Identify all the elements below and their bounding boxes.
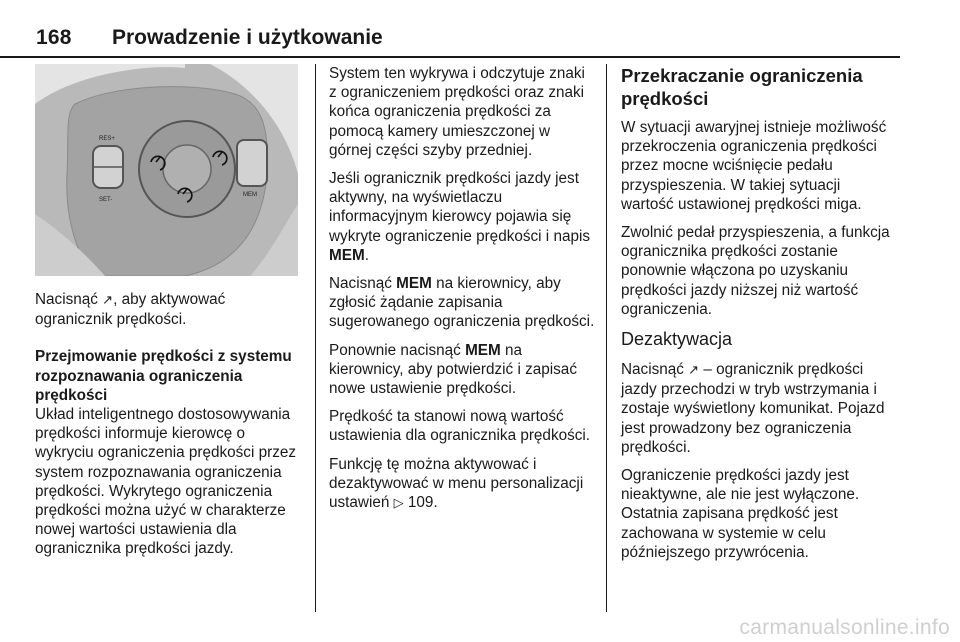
- page-header: [0, 0, 960, 58]
- section-heading-deactivation: Dezaktywacja: [621, 329, 733, 350]
- left-column: [35, 64, 301, 568]
- column-divider-2: [606, 64, 607, 612]
- system-paragraph: System ten wykrywa i odczytuje znaki z ograniczeniem prędkości oraz znaki końca ograniczenia prędkości za pomocą kamery umieszczonej w górnej części szyby przedniej.: [329, 65, 585, 159]
- display-paragraph: Jeśli ogranicznik prędkości jazdy jest aktywny, na wyświetlaczu informacyjnym kierowcy pojawia się wykryte ograniczenie prędkości i napis MEM.: [329, 170, 591, 264]
- speed-limiter-icon: ↗: [102, 293, 114, 308]
- header-rule: [0, 56, 900, 58]
- page-number: 168: [36, 26, 72, 49]
- mem-label: MEM: [243, 192, 257, 198]
- page-reference-link[interactable]: 109.: [407, 494, 438, 512]
- steering-wheel-controls-figure: [35, 64, 298, 276]
- page-reference-icon: ▷: [393, 496, 404, 512]
- res-label: RES+: [99, 136, 115, 142]
- section-heading-exceeding: Przekraczanie ograniczenia prędkości: [621, 65, 863, 109]
- steering-wheel-illustration: [35, 64, 298, 276]
- mem-confirm-paragraph: Ponownie nacisnąć MEM na kierownicy, aby potwierdzić i zapisać nowe ustawienie prędkości.: [329, 341, 577, 398]
- middle-column: [329, 64, 595, 522]
- intelligent-speed-paragraph: Układ inteligentnego dostosowywania prędkości informuje kierowcę o wykryciu ograniczenia prędkości przez system rozpoznawania ograniczenia prędkości. Wykrytego ograniczenia prędkości można użyć w charakterze nowej wartości ustawienia dla ogranicznika prędkości jazdy.: [35, 406, 297, 558]
- mem-request-paragraph: Nacisnąć MEM na kierownicy, aby zgłosić żądanie zapisania sugerowanego ograniczenia prędkości.: [329, 275, 595, 331]
- right-column: [621, 64, 891, 571]
- column-divider-1: [315, 64, 316, 612]
- sub-heading: Przejmowanie prędkości z systemu rozpoznawania ograniczenia prędkości: [35, 348, 292, 404]
- release-pedal-paragraph: Zwolnić pedał przyspieszenia, a funkcja ogranicznika prędkości zostanie ponownie włączona po uzyskaniu prędkości jazdy niższej niż wartość ograniczenia.: [621, 224, 890, 318]
- emergency-paragraph: W sytuacji awaryjnej istnieje możliwość przekroczenia ograniczenia prędkości przez mocne wciśnięcie pedału przyspieszenia. W takiej sytuacji wartość ustawionej prędkości miga.: [621, 119, 887, 213]
- personalization-paragraph: Funkcję tę można aktywować i dezaktywować w menu personalizacji ustawień ▷ 109.: [329, 455, 584, 512]
- set-value-paragraph: Prędkość ta stanowi nową wartość ustawienia dla ogranicznika prędkości.: [329, 408, 591, 445]
- speed-limiter-icon: ↗: [688, 363, 700, 379]
- deactivate-paragraph: Nacisnąć ↗ – ogranicznik prędkości jazdy przechodzi w tryb wstrzymania i zostaje wyświetlony komunikat. Pojazd jest prowadzony bez ograniczenia prędkości.: [621, 361, 885, 456]
- page-title: Prowadzenie i użytkowanie: [112, 26, 383, 49]
- watermark: carmanualsonline.info: [739, 616, 950, 639]
- activate-paragraph: Nacisnąć ↗, aby aktywować ogranicznik prędkości.: [35, 291, 226, 329]
- set-label: SET-: [99, 197, 113, 203]
- inactive-paragraph: Ograniczenie prędkości jazdy jest nieaktywne, ale nie jest wyłączone. Ostatnia zapisana prędkość jest zachowana w systemie w celu późniejszego przywrócenia.: [621, 467, 860, 561]
